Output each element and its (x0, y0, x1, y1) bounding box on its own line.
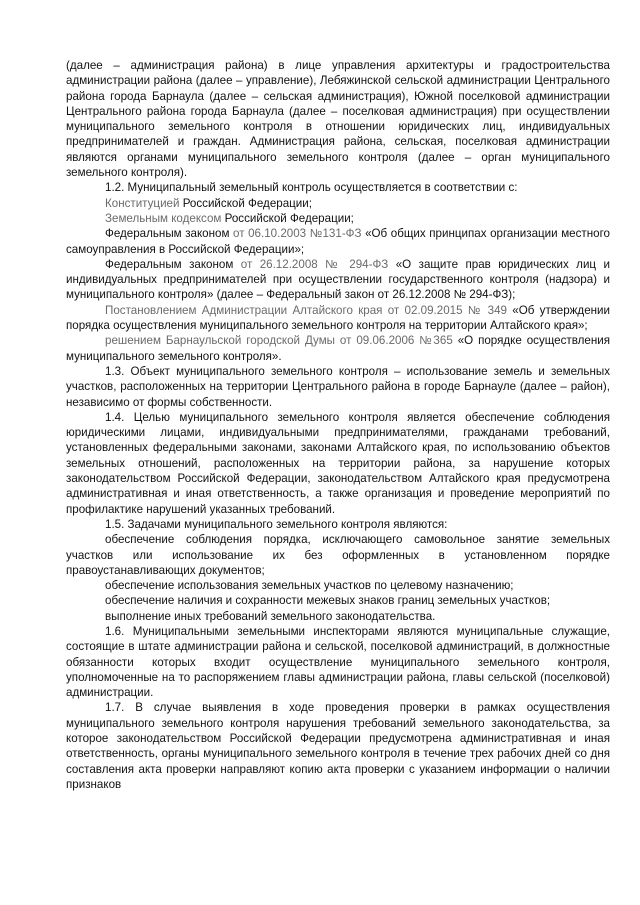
paragraph-text: Федеральным законом (105, 257, 241, 271)
paragraph (66, 211, 610, 226)
paragraph-text: Российской Федерации; (221, 211, 354, 225)
paragraph (66, 364, 610, 410)
paragraph (66, 593, 610, 608)
paragraph (66, 517, 610, 532)
paragraph-text: обеспечение использования земельных участков по целевому назначению; (105, 579, 514, 593)
paragraph-text: «О порядке осуществления муниципального земельного контроля». (66, 334, 611, 363)
paragraph-text: «Об общих принципах организации местного самоуправления в Российской Федерации»; (66, 227, 610, 256)
paragraph-text: обеспечение соблюдения порядка, исключающего самовольное занятие земельных участков или использование их без оформленных в установленном порядке правоустанавливающих документов; (66, 533, 610, 577)
paragraph (66, 226, 610, 257)
paragraph (66, 609, 610, 624)
document-reference-link[interactable]: от 06.10.2003 №131-ФЗ (233, 227, 362, 241)
paragraph-text: «Об утверждении порядка осуществления муниципального земельного контроля на территории Алтайского края»; (66, 303, 611, 333)
paragraph-text: обеспечение наличия и сохранности межевых знаков границ земельных участков; (105, 594, 551, 608)
paragraph-text: 1.7. В случае выявления в ходе проведения проверки в рамках осуществления муниципального земельного контроля нарушения требований земельного законодательства, за которое законодательством Российской Федерации предусмотрена административная и иная ответственность, органы муниципального земельного контроля в течение трех рабочих дней со дня составления акта проверки направляют копию акта проверки с указанием информации о наличии признаков (66, 701, 610, 791)
paragraph-text: 1.4. Целью муниципального земельного контроля является обеспечение соблюдения юридическими лицами, индивидуальными предпринимателями, гражданами требований, установленных федеральными законами, законами Алтайского края, по использованию объектов земельных отношений, расположенных на территории района, за нарушение которых законодательством Российской Федерации, законодательством Алтайского края предусмотрена административная и иная ответственность, а также организация и проведение мероприятий по профилактике нарушений указанных требований. (66, 410, 610, 516)
paragraph (66, 257, 610, 303)
paragraph-text: выполнение иных требований земельного законодательства. (105, 609, 436, 623)
document-reference-link[interactable]: решением Барнаульской городской Думы от 09.06.2006 №365 (105, 334, 453, 348)
paragraph (66, 303, 610, 334)
paragraph-text: «О защите прав юридических лиц и индивидуальных предпринимателей при осуществлении государственного контроля (надзора) и муниципального контроля» (далее – Федеральный закон от 26.12.2008 № 294-ФЗ); (66, 257, 610, 302)
paragraph (66, 700, 610, 792)
paragraph (66, 196, 610, 211)
paragraph (66, 333, 610, 364)
paragraph-text: 1.6. Муниципальными земельными инспекторами являются муниципальные служащие, состоящие в штате администрации района и сельской, поселковой администраций, в должностные обязанности которых входит осуществление муниципального земельного контроля, уполномоченные на то распоряжением главы администрации района, главы сельской (поселковой) администрации. (66, 624, 610, 700)
paragraph (66, 578, 610, 593)
paragraph (66, 410, 610, 517)
paragraph-text: Федеральным законом (105, 227, 234, 241)
paragraph (66, 624, 610, 700)
paragraph-text: 1.3. Объект муниципального земельного контроля – использование земель и земельных участков, расположенных на территории Центрального района в городе Барнауле (далее – район), независимо от формы собственности. (66, 364, 610, 409)
paragraph-text: (далее – администрация района) в лице управления архитектуры и градостроительства администрации района (далее – управление), Лебяжинской сельской администрации Центрального района города Барнаула (далее – сельская администрация), Южной поселковой администрации Центрального района города Барнаула (далее – поселковая администрация) при осуществлении муниципального земельного контроля в отношении юридических лиц, индивидуальных предпринимателей и граждан. Администрация района, сельская, поселковая администрации являются органами муниципального земельного контроля (далее – орган муниципального земельного контроля). (66, 59, 610, 180)
document-reference-link[interactable]: Постановлением Администрации Алтайского края от 02.09.2015 № 349 (105, 303, 507, 317)
document-reference-link[interactable]: Земельным кодексом (105, 211, 222, 225)
document-page (66, 58, 610, 792)
paragraph-text: Российской Федерации; (179, 196, 312, 210)
document-reference-link[interactable]: от 26.12.2008 № 294-ФЗ (240, 257, 389, 271)
paragraph-text: 1.5. Задачами муниципального земельного контроля являются: (105, 517, 448, 531)
paragraph-text: 1.2. Муниципальный земельный контроль осуществляется в соответствии с: (105, 181, 518, 195)
document-reference-link[interactable]: Конституцией (105, 196, 180, 210)
paragraph (66, 180, 610, 195)
paragraph (66, 58, 610, 180)
paragraph (66, 532, 610, 578)
